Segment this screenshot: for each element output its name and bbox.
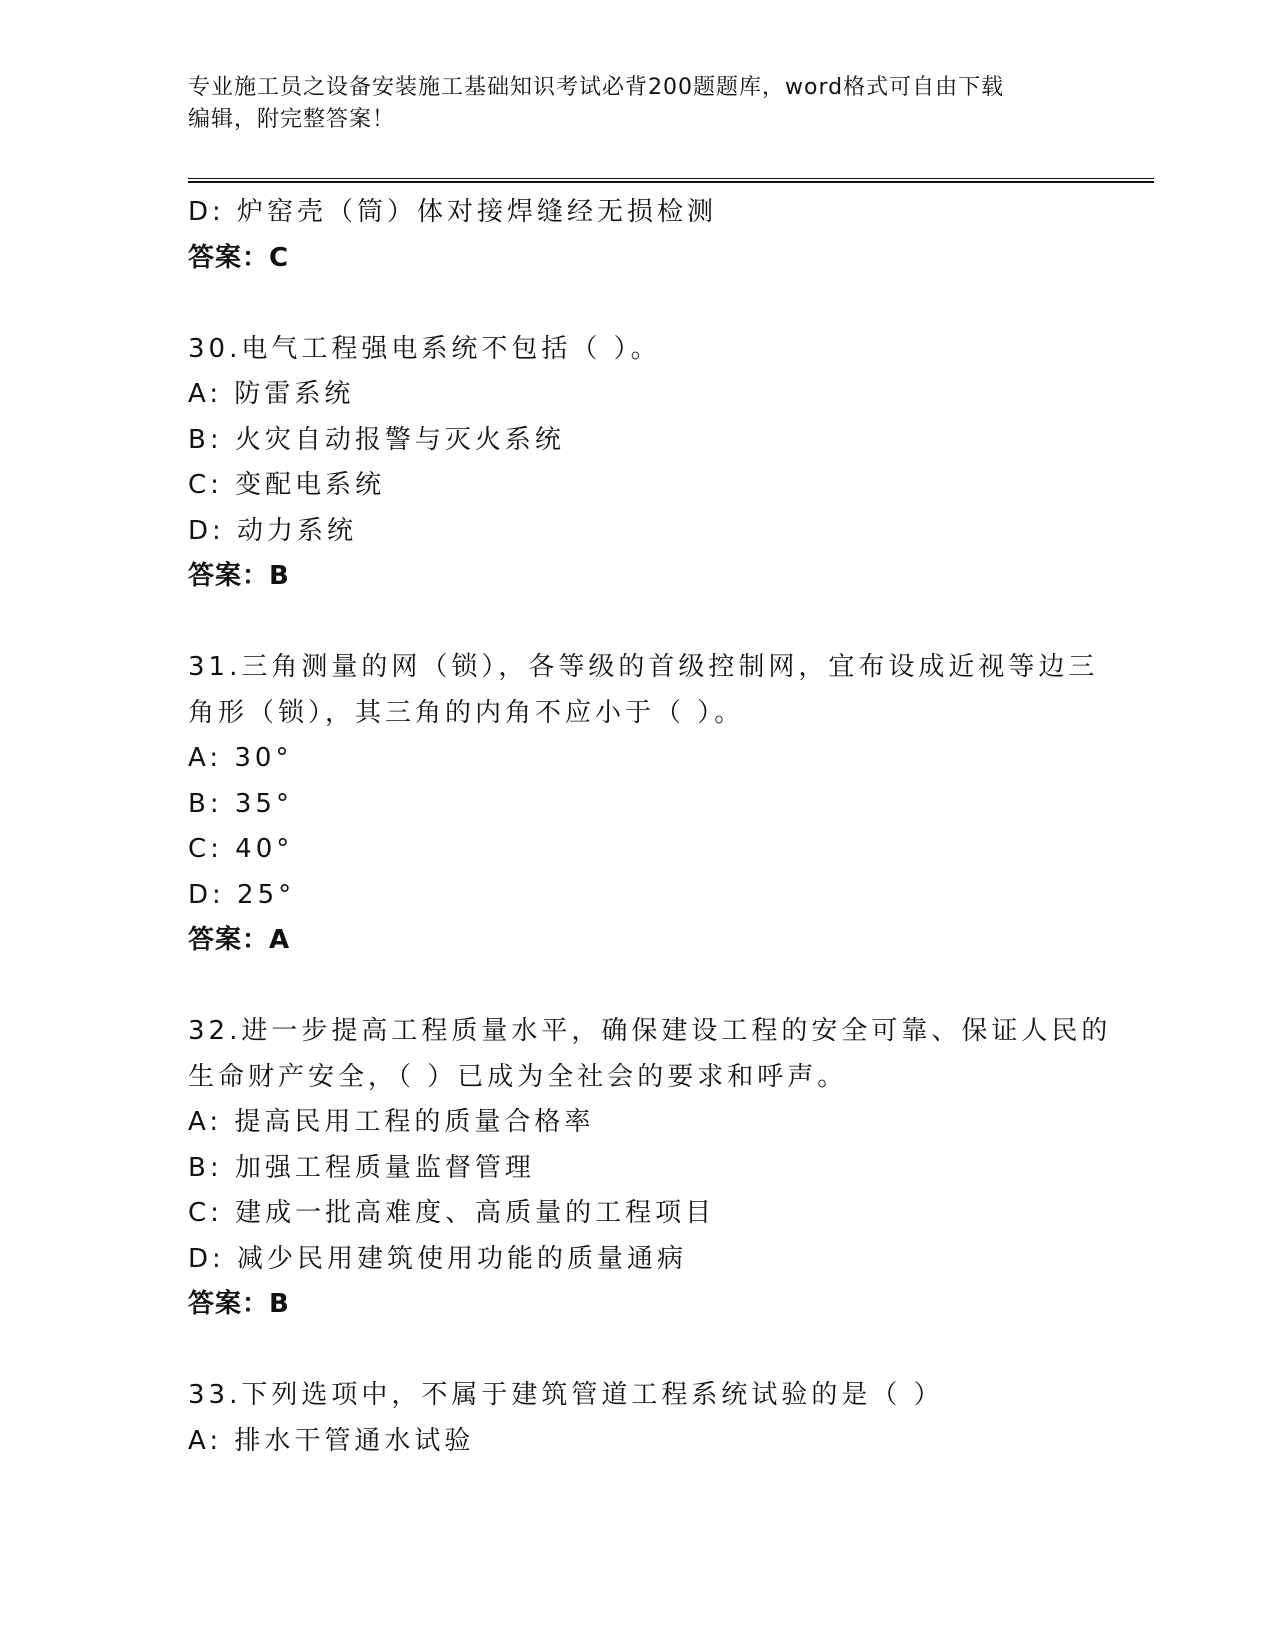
option-c: C: 变配电系统 [188,470,386,500]
document-header [188,72,1078,136]
spacer [188,964,1088,1010]
option-a: A: 排水干管通水试验 [188,1425,475,1456]
spacer [188,281,1088,327]
question-stem: 33.下列选项中，不属于建筑管道工程系统试验的是（ ） [188,1380,944,1410]
option-d: D: 25° [188,879,296,910]
option-c: C: 40° [188,834,294,864]
question-stem-continued: 角形（锁），其三角的内角不应小于（ ）。 [188,697,745,728]
question-stem-continued: 生命财产安全，（ ）已成为全社会的要求和呼声。 [188,1061,848,1092]
question-stem: 30.电气工程强电系统不包括（ ）。 [188,333,661,364]
answer-line: 答案：B [188,561,290,591]
question-32 [188,1009,1112,1328]
question-31 [188,645,1099,964]
option-c: C: 建成一批高难度、高质量的工程项目 [188,1198,716,1228]
option-d: D: 动力系统 [188,515,358,546]
option-b: B: 加强工程质量监督管理 [188,1152,535,1183]
spacer [188,600,1088,646]
answer-line: 答案：C [188,242,290,273]
question-fragment-29 [188,190,1088,281]
option-b: B: 火灾自动报警与灭火系统 [188,424,565,455]
question-stem: 32.进一步提高工程质量水平，确保建设工程的安全可靠、保证人民的 [188,1016,1112,1046]
answer-line: 答案：B [188,1289,290,1319]
question-30 [188,327,1088,600]
question-stem: 31.三角测量的网（锁），各等级的首级控制网，宜布设成近视等边三 [188,652,1099,682]
option-a: A: 防雷系统 [188,379,355,409]
option-d: D: 减少民用建筑使用功能的质量通病 [188,1243,688,1274]
question-33 [188,1373,1088,1464]
header-title-line-1: 专业施工员之设备安装施工基础知识考试必背200题题库，word格式可自由下载 [188,75,1005,100]
header-divider [188,178,1154,183]
answer-line: 答案：A [188,925,291,955]
option-a: A: 提高民用工程的质量合格率 [188,1107,595,1137]
option-b: B: 35° [188,788,293,819]
header-title-line-2: 编辑，附完整答案！ [188,107,396,132]
spacer [188,1328,1088,1374]
option-a: A: 30° [188,743,293,773]
question-list [188,190,1112,1464]
option-d: D: 炉窑壳（筒）体对接焊缝经无损检测 [188,197,718,227]
